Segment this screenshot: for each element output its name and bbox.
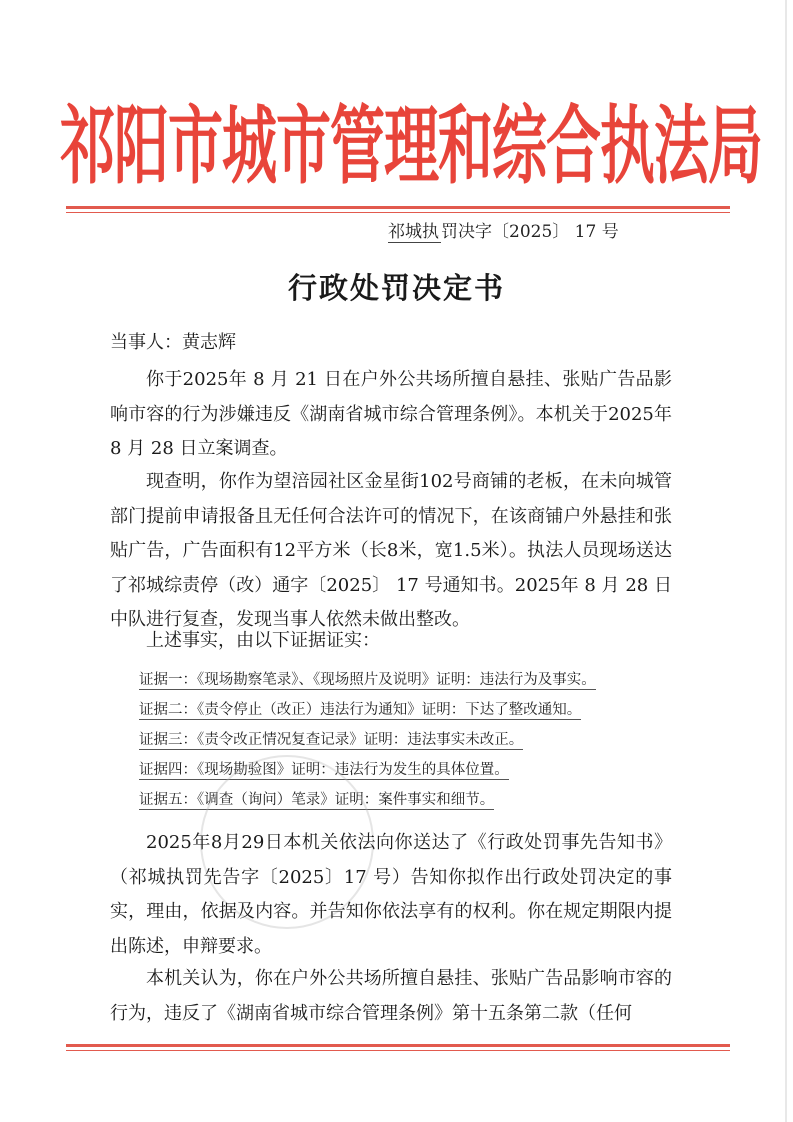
document-number-prefix: 祁城执 [388,222,439,242]
agency-letterhead: 祁阳市城市管理和综合执法局 [60,94,763,196]
document-number-rest: 罚决字〔2025〕 17 号 [441,222,619,242]
letterhead-rule-thin [66,212,730,213]
footer-rule-thick [66,1044,730,1047]
evidence-item: 证据一：《现场勘察笔录》、《现场照片及说明》证明：违法行为及事实。 [139,672,596,688]
paragraph-evidence-intro: 上述事实，由以下证据证实： [146,630,380,651]
footer-rule-thin [66,1050,730,1051]
paragraph-findings: 现查明，你作为望涪园社区金星街102号商铺的老板，在未向城管部门提前申请报备且无任何合法许可的情况下，在该商铺户外悬挂和张贴广告，广告面积有12平方米（长8米，宽1.5米）。执法人员现场送达了祁城综责停（改）通字〔2025〕 17 号通知书。2025年 8 月 28 日中队进行复查，发现当事人依然未做出整改。 [110,471,672,630]
evidence-item: 证据四：《现场勘验图》证明：违法行为发生的具体位置。 [139,762,509,778]
paragraph-case-filing: 你于2025年 8 月 21 日在户外公共场所擅自悬挂、张贴广告品影响市容的行为涉嫌违反《湖南省城市综合管理条例》。本机关于2025年 8 月 28 日立案调查。 [110,369,672,459]
party-name: 当事人：黄志辉 [110,332,236,353]
letterhead-rule-thick [66,206,730,209]
evidence-item: 证据三：《责令改正情况复查记录》证明：违法事实未改正。 [139,732,524,748]
paragraph-determination: 本机关认为，你在户外公共场所擅自悬挂、张贴广告品影响市容的行为，违反了《湖南省城市综合管理条例》第十五条第二款（任何 [110,968,672,1024]
evidence-item: 证据五：《调查（询问）笔录》证明：案件事实和细节。 [139,792,495,808]
evidence-item: 证据二：《责令停止（改正）违法行为通知》证明：下达了整改通知。 [139,702,582,718]
paragraph-prior-notice: 2025年8月29日本机关依法向你送达了《行政处罚事先告知书》（祁城执罚先告字〔2025〕17 号）告知你拟作出行政处罚决定的事实，理由，依据及内容。并告知你依法享有的权利。你在规定期限内提出陈述，申辩要求。 [110,832,672,957]
scan-edge [785,0,787,1122]
document-number [388,219,678,245]
document-title: 行政处罚决定书 [287,271,505,305]
